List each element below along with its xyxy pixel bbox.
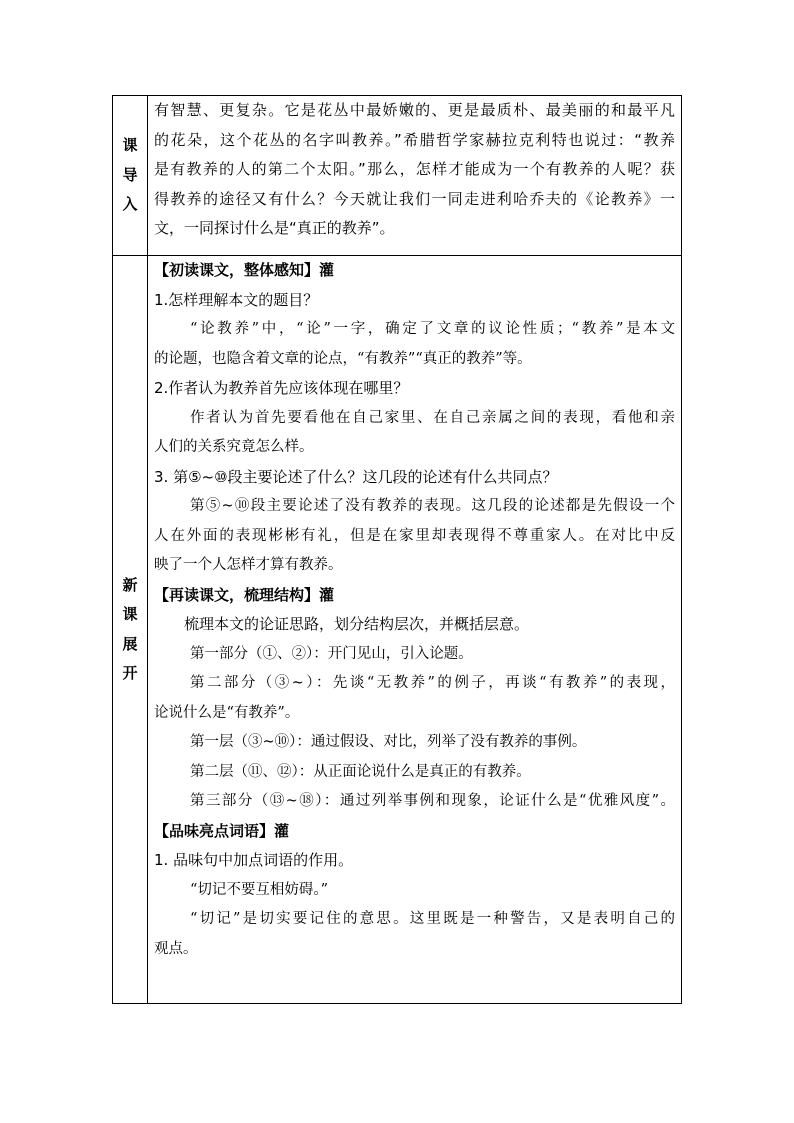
intro-row bbox=[113, 96, 682, 256]
intro-content bbox=[148, 96, 682, 256]
answer-line: 观点。 bbox=[154, 940, 198, 957]
text-line: 的花朵，这个花丛的名字叫教养。”希腊哲学家赫拉克利特也说过：“教养 bbox=[154, 130, 675, 149]
answer-line: “论教养”中，“论”一字，确定了文章的议论性质；“教养”是本文 bbox=[190, 321, 675, 337]
structure-line: 第一部分（①、②）：开门见山，引入论题。 bbox=[190, 645, 473, 662]
structure-line: 论说什么是“有教养”。 bbox=[154, 704, 300, 721]
quote-line: “切记不要互相妨碍。” bbox=[190, 881, 329, 898]
label-char: 课 bbox=[122, 136, 138, 155]
lesson-plan-table bbox=[112, 95, 682, 1004]
section-heading: 【品味亮点词语】灌 bbox=[154, 821, 290, 840]
label-char: 导 bbox=[122, 165, 138, 184]
structure-line: 第二层（⑪、⑫）：从正面论说什么是真正的有教养。 bbox=[190, 763, 531, 780]
answer-line: 人在外面的表现彬彬有礼，但是在家里却表现得不尊重家人。在对比中反 bbox=[154, 527, 675, 544]
new-lesson-row bbox=[113, 256, 682, 1004]
label-char: 开 bbox=[122, 664, 138, 682]
answer-line: 映了一个人怎样才算有教养。 bbox=[154, 557, 343, 573]
label-char: 展 bbox=[122, 634, 138, 653]
section-heading: 【初读课文，整体感知】灌 bbox=[154, 261, 335, 279]
answer-line: 的论题，也隐含着文章的论点，“有教养”“真正的教养”等。 bbox=[154, 350, 532, 367]
new-lesson-label bbox=[113, 256, 148, 1004]
label-char: 新 bbox=[122, 575, 138, 594]
intro-label bbox=[113, 96, 148, 256]
question: 3. 第⑤~⑩段主要论述了什么？这几段的论述有什么共同点？ bbox=[154, 467, 558, 486]
text-line: 文，一同探讨什么是“真正的教养”。 bbox=[154, 219, 395, 237]
label-char: 课 bbox=[122, 605, 138, 623]
structure-line: 第二部分（③~）：先谈“无教养”的例子，再谈“有教养”的表现， bbox=[190, 675, 675, 691]
question: 2.作者认为教养首先应该体现在哪里？ bbox=[154, 379, 409, 397]
text-line: 得教养的途径又有什么？今天就让我们一同走进利哈乔夫的《论教养》一 bbox=[154, 189, 675, 208]
answer-line: 人们的关系究竟怎么样。 bbox=[154, 439, 314, 455]
answer-line: “切记”是切实要记住的意思。这里既是一种警告，又是表明自己的 bbox=[190, 911, 675, 927]
answer-line: 作者认为首先要看他在自己家里、在自己亲属之间的表现，看他和亲 bbox=[190, 409, 675, 426]
structure-line: 第一层（③~⑩）：通过假设、对比，列举了没有教养的事例。 bbox=[190, 734, 587, 750]
section-heading: 【再读课文，梳理结构】灌 bbox=[154, 585, 335, 604]
new-lesson-content bbox=[148, 256, 682, 1004]
label-char: 入 bbox=[122, 195, 138, 214]
text-line: 有智慧、更复杂。它是花丛中最娇嫩的、更是最质朴、最美丽的和最平凡 bbox=[154, 101, 675, 119]
question: 1.怎样理解本文的题目？ bbox=[154, 290, 319, 309]
structure-line: 第三部分（⑬~⑱）：通过列举事例和现象，论证什么是“优雅风度”。 bbox=[190, 793, 675, 809]
question: 1. 品味句中加点词语的作用。 bbox=[154, 851, 354, 869]
task-line: 梳理本文的论证思路，划分结构层次，并概括层意。 bbox=[184, 615, 530, 633]
text-line: 是有教养的人的第二个太阳。”那么，怎样才能成为一个有教养的人呢？获 bbox=[154, 160, 675, 178]
answer-line: 第⑤~⑩段主要论述了没有教养的表现。这几段的论述都是先假设一个 bbox=[190, 498, 675, 514]
